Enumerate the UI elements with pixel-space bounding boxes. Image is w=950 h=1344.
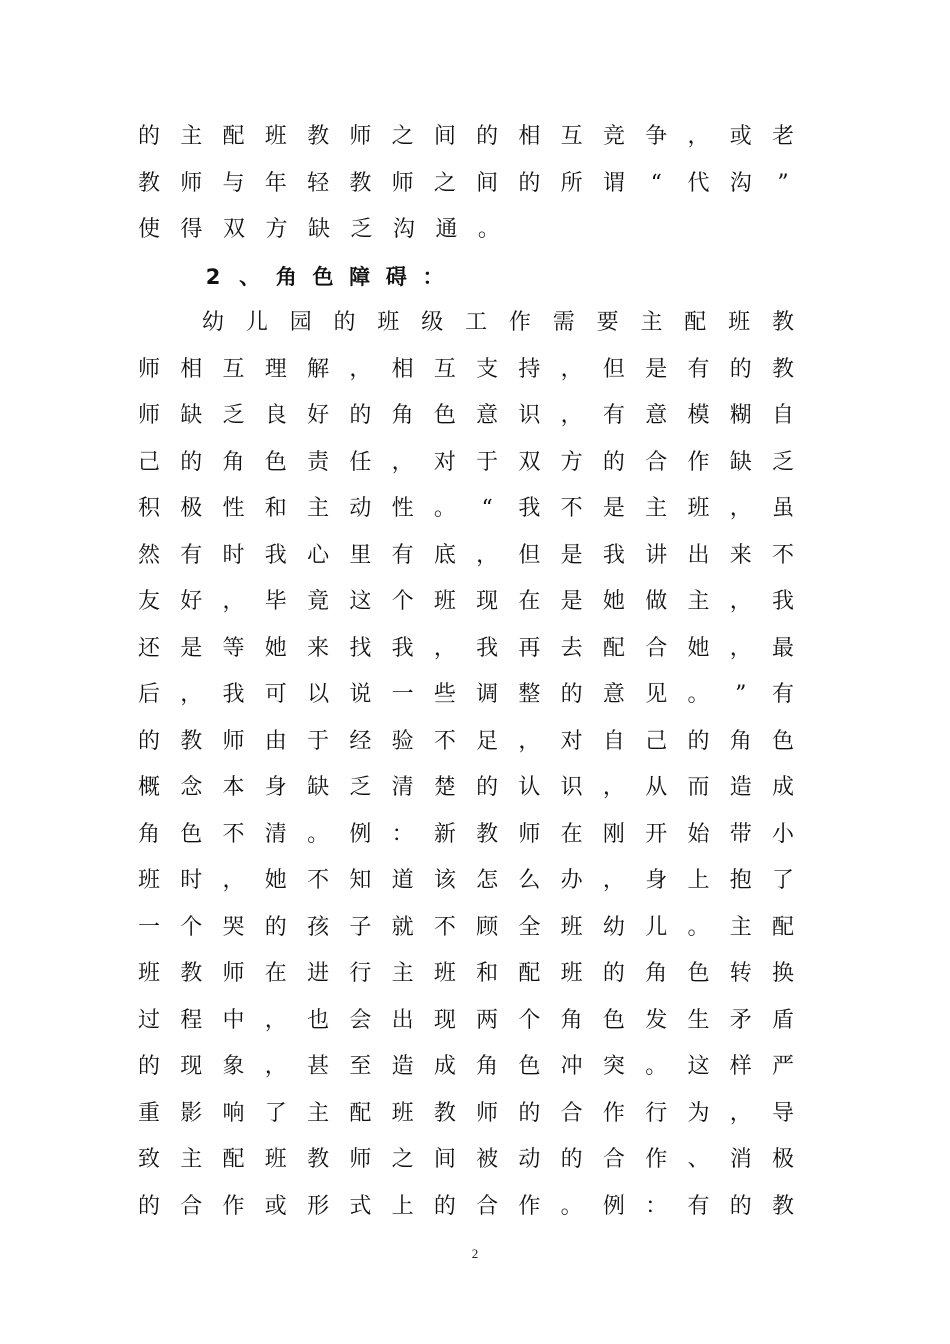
text-line: 的 现 象 ， 甚 至 造 成 角 色 冲 突 。 这 样 严 <box>138 1054 794 1079</box>
text-line: 友 好 ， 毕 竟 这 个 班 现 在 是 她 做 主 ， 我 <box>138 589 794 614</box>
text-line: 的 合 作 或 形 式 上 的 合 作 。 例 ： 有 的 教 <box>138 1194 794 1219</box>
text-line: 班 时 ， 她 不 知 道 该 怎 么 办 ， 身 上 抱 了 <box>138 868 794 893</box>
text-line: 积 极 性 和 主 动 性 。 “ 我 不 是 主 班 ， 虽 <box>138 496 794 521</box>
text-line: 使 得 双 方 缺 乏 沟 通 。 <box>138 217 500 242</box>
text-line: 教 师 与 年 轻 教 师 之 间 的 所 谓 “ 代 沟 ” <box>138 171 789 196</box>
text-line: 还 是 等 她 来 找 我 ， 我 再 去 配 合 她 ， 最 <box>138 636 794 661</box>
text-line: 然 有 时 我 心 里 有 底 ， 但 是 我 讲 出 来 不 <box>138 543 794 568</box>
text-line: 概 念 本 身 缺 乏 清 楚 的 认 识 ， 从 而 造 成 <box>138 775 794 800</box>
text-line: 一 个 哭 的 孩 子 就 不 顾 全 班 幼 儿 。 主 配 <box>138 915 794 940</box>
text-line: 师 相 互 理 解 ， 相 互 支 持 ， 但 是 有 的 教 <box>138 357 794 382</box>
text-line: 师 缺 乏 良 好 的 角 色 意 识 ， 有 意 模 糊 自 <box>138 403 794 428</box>
text-line: 的 教 师 由 于 经 验 不 足 ， 对 自 己 的 角 色 <box>138 729 794 754</box>
text-line: 的 主 配 班 教 师 之 间 的 相 互 竞 争 ， 或 老 <box>138 124 794 149</box>
paragraph-first-line: 幼 儿 园 的 班 级 工 作 需 要 主 配 班 教 <box>202 310 794 335</box>
section-heading: 2 、 角 色 障 碍 ： <box>205 265 444 289</box>
page-number: 2 <box>471 1246 479 1261</box>
text-line: 后 ， 我 可 以 说 一 些 调 整 的 意 见 。 ” 有 <box>138 682 794 707</box>
text-line: 角 色 不 清 。 例 ： 新 教 师 在 刚 开 始 带 小 <box>138 822 794 847</box>
text-line: 过 程 中 ， 也 会 出 现 两 个 角 色 发 生 矛 盾 <box>138 1008 794 1033</box>
text-line: 致 主 配 班 教 师 之 间 被 动 的 合 作 、 消 极 <box>138 1147 794 1172</box>
text-line: 己 的 角 色 责 任 ， 对 于 双 方 的 合 作 缺 乏 <box>138 450 794 475</box>
text-line: 班 教 师 在 进 行 主 班 和 配 班 的 角 色 转 换 <box>138 961 794 986</box>
text-line: 重 影 响 了 主 配 班 教 师 的 合 作 行 为 ， 导 <box>138 1101 794 1126</box>
